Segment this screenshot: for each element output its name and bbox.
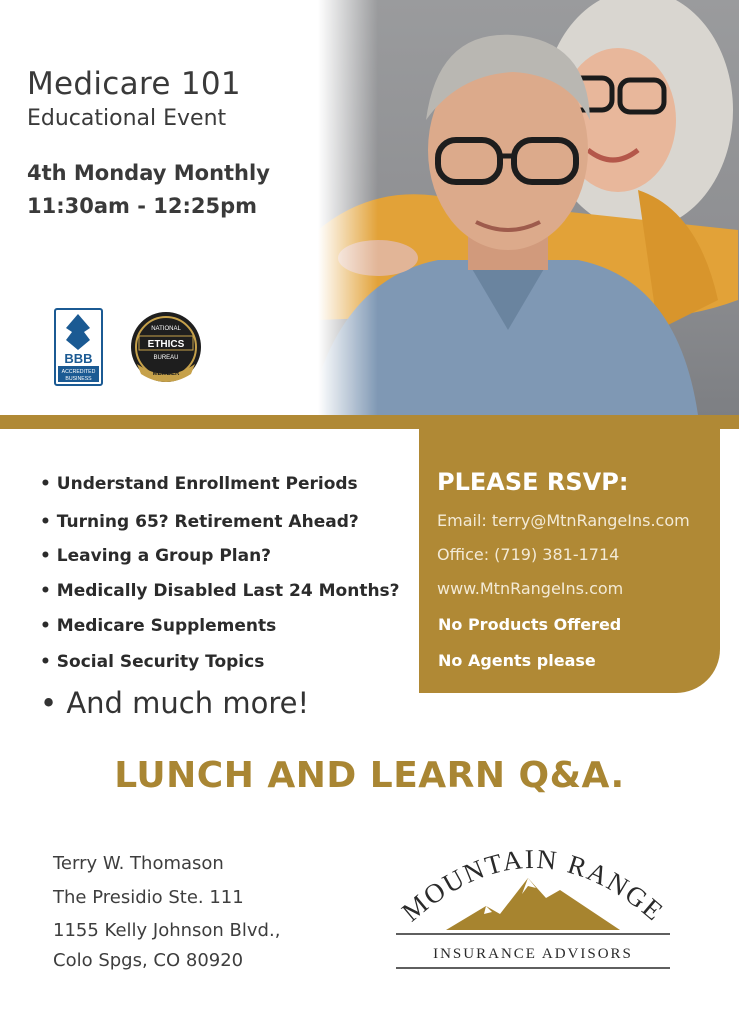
topic-item: • Medically Disabled Last 24 Months?: [40, 581, 400, 601]
event-title: Medicare 101: [27, 66, 241, 102]
rsvp-title: PLEASE RSVP:: [437, 468, 629, 496]
rsvp-note-agents: No Agents please: [438, 651, 596, 670]
address-line-2: 1155 Kelly Johnson Blvd.,: [53, 920, 281, 941]
bbb-sub-label-2: BUSINESS: [65, 376, 92, 382]
ethics-main-label: ETHICS: [147, 339, 185, 350]
topic-item: • Social Security Topics: [40, 652, 265, 672]
rsvp-office-phone[interactable]: Office: (719) 381-1714: [437, 545, 620, 564]
topic-item: • Medicare Supplements: [40, 616, 277, 636]
ethics-top-label: NATIONAL: [151, 326, 181, 332]
rsvp-note-products: No Products Offered: [438, 615, 622, 634]
bbb-torch-icon: [56, 310, 101, 384]
bbb-sub-label-1: ACCREDITED: [61, 369, 96, 375]
ethics-bottom-label: MEMBER: [152, 371, 180, 377]
lunch-and-learn-headline: LUNCH AND LEARN Q&A.: [114, 755, 625, 796]
rsvp-website[interactable]: www.MtnRangeIns.com: [437, 579, 624, 598]
hero-section: [0, 0, 739, 415]
topic-item: • Understand Enrollment Periods: [40, 474, 358, 494]
ethics-mid-label: BUREAU: [153, 355, 179, 361]
ethics-bureau-badge: [129, 310, 203, 384]
logo-tagline: INSURANCE ADVISORS: [433, 946, 633, 962]
logo-arc-text: MOUNTAIN RANGE: [396, 843, 671, 928]
contact-name: Terry W. Thomason: [53, 853, 224, 874]
couple-illustration: [318, 0, 739, 415]
address-line-1: The Presidio Ste. 111: [53, 887, 244, 908]
event-subtitle: Educational Event: [27, 106, 227, 131]
event-time: 11:30am - 12:25pm: [27, 194, 257, 218]
event-day: 4th Monday Monthly: [27, 161, 270, 185]
rsvp-box: [419, 429, 720, 693]
bbb-accredited-badge: [54, 308, 103, 386]
couple-photo: [318, 0, 739, 415]
mountain-range-logo: [388, 828, 678, 974]
bbb-main-label: BBB: [64, 351, 93, 366]
topic-item: • Turning 65? Retirement Ahead?: [40, 512, 359, 532]
photo-fade: [318, 0, 378, 415]
topic-more: • And much more!: [40, 686, 310, 720]
rsvp-email[interactable]: Email: terry@MtnRangeIns.com: [437, 511, 690, 530]
address-line-3: Colo Spgs, CO 80920: [53, 950, 244, 971]
gold-divider-band: [0, 415, 739, 429]
topic-item: • Leaving a Group Plan?: [40, 546, 272, 566]
